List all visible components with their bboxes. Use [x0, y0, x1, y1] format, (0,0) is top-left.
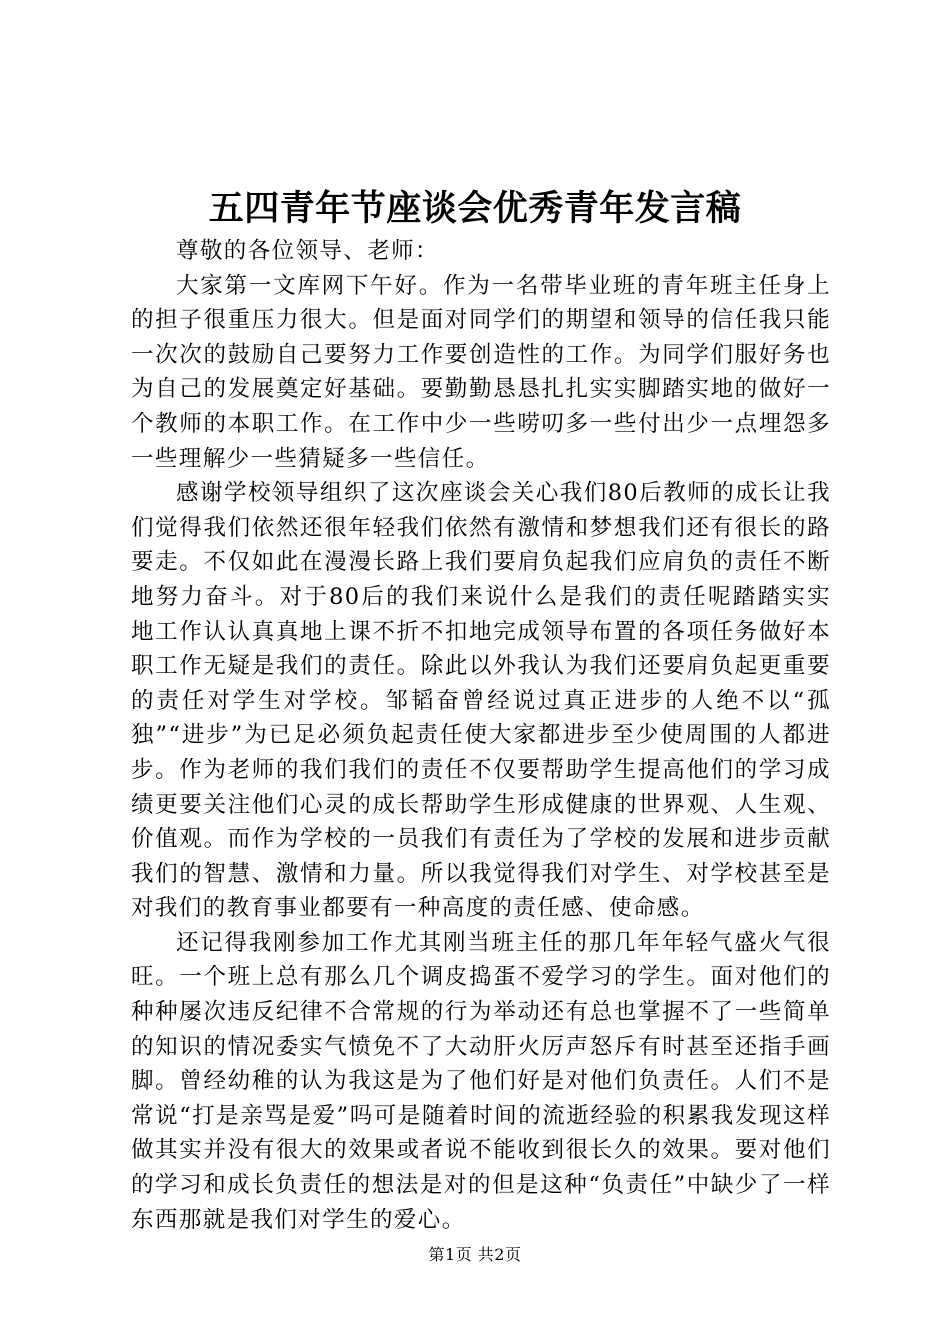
paragraph-1: 大家第一文库网下午好。作为一名带毕业班的青年班主任身上的担子很重压力很大。但是面对同学们的期望和领导的信任我只能一次次的鼓励自己要努力工作要创造性的工作。为同学们服好务也为自己的发展奠定好基础。要勤勤恳恳扎扎实实脚踏实地的做好一个教师的本职工作。在工作中少一些唠叨多一些付出少一点埋怨多一些理解少一些猜疑多一些信任。	[131, 272, 831, 472]
document-title: 五四青年节座谈会优秀青年发言稿	[208, 188, 742, 229]
page-number-footer: 第1页 共2页	[428, 1245, 522, 1264]
salutation: 尊敬的各位领导、老师：	[176, 238, 439, 264]
document-body	[131, 234, 831, 1237]
paragraph-3: 还记得我刚参加工作尤其刚当班主任的那几年年轻气盛火气很旺。一个班上总有那么几个调皮捣蛋不爱学习的学生。面对他们的种种屡次违反纪律不合常规的行为举动还有总也掌握不了一些简单的知识的情况委实气愤免不了大动肝火厉声怒斥有时甚至还指手画脚。曾经幼稚的认为我这是为了他们好是对他们负责任。人们不是常说“打是亲骂是爱”吗可是随着时间的流逝经验的积累我发现这样做其实并没有很大的效果或者说不能收到很长久的效果。要对他们的学习和成长负责任的想法是对的但是这种“负责任”中缺少了一样东西那就是我们对学生的爱心。	[131, 929, 831, 1233]
paragraph-2: 感谢学校领导组织了这次座谈会关心我们80后教师的成长让我们觉得我们依然还很年轻我们依然有激情和梦想我们还有很长的路要走。不仅如此在漫漫长路上我们要肩负起我们应肩负的责任不断地努力奋斗。对于80后的我们来说什么是我们的责任呢踏踏实实地工作认认真真地上课不折不扣地完成领导布置的各项任务做好本职工作无疑是我们的责任。除此以外我认为我们还要肩负起更重要的责任对学生对学校。邹韬奋曾经说过真正进步的人绝不以“孤独”“进步”为已足必须负起责任使大家都进步至少使周围的人都进步。作为老师的我们我们的责任不仅要帮助学生提高他们的学习成绩更要关注他们心灵的成长帮助学生形成健康的世界观、人生观、价值观。而作为学校的一员我们有责任为了学校的发展和进步贡献我们的智慧、激情和力量。所以我觉得我们对学生、对学校甚至是对我们的教育事业都要有一种高度的责任感、使命感。	[131, 480, 831, 922]
